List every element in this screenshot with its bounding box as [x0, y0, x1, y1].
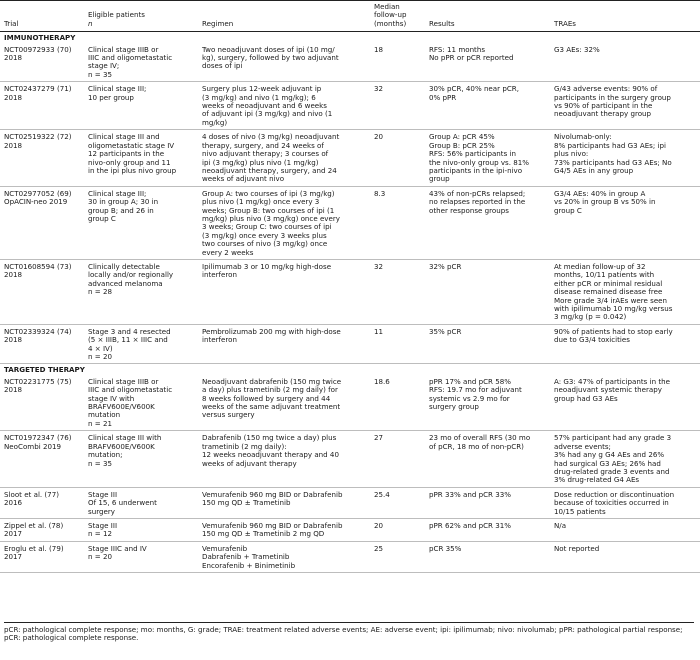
- cell-regimen: [198, 487, 370, 518]
- cell-traes: [550, 186, 700, 259]
- results-line: the nivo-only group vs. 81%: [429, 157, 530, 167]
- cell-results: [425, 82, 550, 130]
- cell-regimen: [198, 324, 370, 364]
- results-line: Group B: pCR 25%: [429, 140, 495, 150]
- header-trial: Trial: [0, 1, 84, 32]
- patients-line: group B; and 26 in: [88, 205, 154, 215]
- patients-line: n = 12: [88, 529, 112, 539]
- traes-line: disease remained disease free: [554, 287, 663, 297]
- patients-line: 30 in group A; 30 in: [88, 197, 159, 207]
- patients-line: mutation;: [88, 450, 123, 460]
- regimen-line: ipi (3 mg/kg) plus nivo (1 mg/kg): [202, 157, 319, 167]
- cell-traes: [550, 43, 700, 82]
- trial-line: 2018: [4, 270, 23, 280]
- cell-patients: [84, 431, 198, 487]
- regimen-line: Neoadjuvant dabrafenib (150 mg twice: [202, 376, 342, 386]
- cell-patients: [84, 82, 198, 130]
- regimen-line: Ipilimumab 3 or 10 mg/kg high-dose: [202, 261, 332, 271]
- trial-line: Sloot et al. (77): [4, 489, 59, 499]
- traes-line: 57% participant had any grade 3: [554, 433, 672, 443]
- cell-trial: [0, 259, 84, 324]
- regimen-line: plus nivo (1 mg/kg) once every 3: [202, 197, 320, 207]
- patients-line: surgery: [88, 506, 115, 516]
- traes-line: Not reported: [554, 543, 600, 553]
- results-line: 30% pCR, 40% near pCR,: [429, 84, 519, 94]
- cell-results: [425, 375, 550, 431]
- traes-line: A: G3: 47% of participants in the: [554, 376, 670, 386]
- table-row: [0, 43, 700, 82]
- header-patients: [84, 1, 198, 32]
- table-footnote: pCR: pathological complete response; mo: months, G: grade; TRAE: treatment related adverse events; AE: adverse event; ipi: ipilimumab; nivo: nivolumab; pPR: pathological partial response; pCR: pathological complete response.: [4, 622, 694, 643]
- traes-line: had surgical G3 AEs; 26% had: [554, 458, 661, 468]
- cell-results: [425, 324, 550, 364]
- regimen-line: therapy, surgery, and 24 weeks of: [202, 140, 324, 150]
- cell-trial: [0, 541, 84, 572]
- trial-line: 2018: [4, 53, 23, 63]
- section-label: IMMUNOTHERAPY: [4, 33, 76, 43]
- regimen-line: (3 mg/kg) and nivo (1 mg/kg); 6: [202, 92, 316, 102]
- patients-line: stage IV with: [88, 393, 135, 403]
- cell-followup: 32: [370, 82, 425, 130]
- cell-traes: [550, 541, 700, 572]
- trial-line: NCT00972933 (70): [4, 44, 72, 54]
- regimen-line: trametinib (2 mg daily):: [202, 441, 287, 451]
- traes-line: months, 10/11 patients with: [554, 270, 655, 280]
- trial-line: Zippel et al. (78): [4, 520, 64, 530]
- trial-line: NCT02977052 (69): [4, 188, 72, 198]
- results-line: 32% pCR: [429, 261, 462, 271]
- patients-line: Clinical stage IIIB or: [88, 44, 159, 54]
- patients-line: BRAFV600E/V600K: [88, 402, 155, 412]
- regimen-line: kg), surgery, followed by two adjuvant: [202, 53, 339, 63]
- patients-line: 4 × IV): [88, 343, 113, 353]
- cell-trial: [0, 375, 84, 431]
- cell-trial: [0, 518, 84, 541]
- traes-line: G4/5 AEs in any group: [554, 165, 634, 175]
- results-line: other response groups: [429, 205, 509, 215]
- results-line: 0% pPR: [429, 92, 457, 102]
- header-patients-n: n: [88, 18, 93, 28]
- traes-line: vs 90% of participant in the: [554, 101, 653, 111]
- results-line: surgery group: [429, 402, 479, 412]
- cell-traes: [550, 431, 700, 487]
- traes-line: 3% drug-related G4 AEs: [554, 475, 640, 485]
- cell-regimen: [198, 186, 370, 259]
- header-followup: Median follow-up (months): [370, 1, 425, 32]
- regimen-line: interferon: [202, 270, 237, 280]
- cell-followup: 8.3: [370, 186, 425, 259]
- cell-traes: [550, 375, 700, 431]
- header-regimen: Regimen: [198, 1, 370, 32]
- patients-line: n = 35: [88, 69, 112, 79]
- traes-line: group had G3 AEs: [554, 393, 618, 403]
- cell-patients: [84, 375, 198, 431]
- patients-line: n = 21: [88, 418, 112, 428]
- traes-line: More grade 3/4 irAEs were seen: [554, 295, 668, 305]
- traes-line: G3 AEs: 32%: [554, 44, 600, 54]
- regimen-line: every 2 weeks: [202, 247, 254, 257]
- regimen-line: Encorafenib + Binimetinib: [202, 560, 296, 570]
- cell-traes: [550, 259, 700, 324]
- traes-line: N/a: [554, 520, 567, 530]
- cell-results: [425, 130, 550, 186]
- traes-line: Nivolumab-only:: [554, 132, 612, 142]
- traes-line: G/43 adverse events: 90% of: [554, 84, 658, 94]
- patients-line: Of 15, 6 underwent: [88, 498, 157, 508]
- cell-results: [425, 259, 550, 324]
- traes-line: plus nivo:: [554, 149, 589, 159]
- cell-traes: [550, 82, 700, 130]
- traes-line: 73% participants had G3 AEs; No: [554, 157, 672, 167]
- traes-line: 10/15 patients: [554, 506, 606, 516]
- table-row: [0, 375, 700, 431]
- patients-line: n = 20: [88, 552, 112, 562]
- regimen-line: weeks of neoadjuvant and 6 weeks: [202, 101, 327, 111]
- patients-line: Clinical stage III and: [88, 132, 160, 142]
- patients-line: group C: [88, 213, 116, 223]
- trial-line: NCT02339324 (74): [4, 326, 72, 336]
- results-line: 23 mo of overall RFS (30 mo: [429, 433, 531, 443]
- traes-line: either pCR or minimal residual: [554, 278, 663, 288]
- regimen-line: a day) plus trametinib (2 mg daily) for: [202, 385, 338, 395]
- cell-regimen: [198, 518, 370, 541]
- regimen-line: Vemurafenib: [202, 543, 248, 553]
- cell-followup: 25.4: [370, 487, 425, 518]
- results-line: 43% of non-pCRs relapsed;: [429, 188, 526, 198]
- cell-followup: 18: [370, 43, 425, 82]
- patients-line: advanced melanoma: [88, 278, 163, 288]
- trial-line: 2018: [4, 385, 23, 395]
- cell-results: [425, 43, 550, 82]
- cell-regimen: [198, 431, 370, 487]
- patients-line: IIIC and oligometastatic: [88, 53, 173, 63]
- traes-line: due to G3/4 toxicities: [554, 335, 630, 345]
- trial-line: 2018: [4, 140, 23, 150]
- trial-line: 2018: [4, 335, 23, 345]
- trial-line: 2018: [4, 92, 23, 102]
- table-row: [0, 259, 700, 324]
- cell-regimen: [198, 259, 370, 324]
- traes-line: 3 mg/kg (p = 0.042): [554, 312, 627, 322]
- patients-line: 10 per group: [88, 92, 134, 102]
- cell-traes: [550, 518, 700, 541]
- trial-line: OpACIN-neo 2019: [4, 197, 68, 207]
- patients-line: Stage 3 and 4 resected: [88, 326, 171, 336]
- patients-line: Clinically detectable: [88, 261, 160, 271]
- cell-regimen: [198, 375, 370, 431]
- cell-regimen: [198, 541, 370, 572]
- table-header-row: [0, 1, 700, 32]
- patients-line: oligometastatic stage IV: [88, 140, 175, 150]
- cell-results: [425, 431, 550, 487]
- regimen-line: (3 mg/kg) once every 3 weeks plus: [202, 230, 327, 240]
- patients-line: (5 × IIIB, 11 × IIIC and: [88, 335, 168, 345]
- regimen-line: two courses of nivo (3 mg/kg) once: [202, 239, 328, 249]
- regimen-line: Pembrolizumab 200 mg with high-dose: [202, 326, 341, 336]
- trial-line: 2017: [4, 529, 23, 539]
- cell-patients: [84, 130, 198, 186]
- traes-line: G3/4 AEs: 40% in group A: [554, 188, 646, 198]
- table-row: [0, 324, 700, 364]
- patients-line: Stage III: [88, 520, 118, 530]
- cell-results: [425, 487, 550, 518]
- regimen-line: 3 weeks; Group C: two courses of ipi: [202, 222, 332, 232]
- cell-patients: [84, 324, 198, 364]
- results-line: pPR 62% and pCR 31%: [429, 520, 511, 530]
- traes-line: 90% of patients had to stop early: [554, 326, 673, 336]
- cell-traes: [550, 130, 700, 186]
- traes-line: group C: [554, 205, 582, 215]
- cell-trial: [0, 130, 84, 186]
- cell-patients: [84, 259, 198, 324]
- cell-regimen: [198, 130, 370, 186]
- header-results: Results: [425, 1, 550, 32]
- regimen-line: weeks of adjuvant nivo: [202, 174, 285, 184]
- section-label: TARGETED THERAPY: [4, 365, 85, 375]
- trial-line: 2016: [4, 498, 23, 508]
- regimen-line: Vemurafenib 960 mg BID or Dabrafenib: [202, 489, 343, 499]
- regimen-line: weeks of the same adjuvant treatment: [202, 402, 341, 412]
- trial-line: NeoCombi 2019: [4, 441, 61, 451]
- traes-line: At median follow-up of 32: [554, 261, 646, 271]
- cell-trial: [0, 82, 84, 130]
- patients-line: Clinical stage III;: [88, 84, 147, 94]
- regimen-line: weeks of adjuvant therapy: [202, 458, 297, 468]
- trial-line: NCT01972347 (76): [4, 433, 72, 443]
- cell-patients: [84, 186, 198, 259]
- regimen-line: 8 weeks followed by surgery and 44: [202, 393, 331, 403]
- trial-line: NCT02437279 (71): [4, 84, 72, 94]
- results-line: group: [429, 174, 450, 184]
- regimen-line: neoadjuvant therapy, surgery, and 24: [202, 165, 337, 175]
- trial-line: NCT02231775 (75): [4, 376, 72, 386]
- traes-line: 3% had any g G4 AEs and 26%: [554, 450, 665, 460]
- patients-line: 12 participants in the: [88, 149, 165, 159]
- cell-followup: 18.6: [370, 375, 425, 431]
- cell-followup: 20: [370, 518, 425, 541]
- traes-line: drug-related grade 3 events and: [554, 466, 670, 476]
- cell-results: [425, 518, 550, 541]
- regimen-line: Group A: two courses of ipi (3 mg/kg): [202, 188, 335, 198]
- results-line: pPR 33% and pCR 33%: [429, 489, 511, 499]
- trial-line: 2017: [4, 552, 23, 562]
- results-line: pPR 17% and pCR 58%: [429, 376, 511, 386]
- traes-line: Dose reduction or discontinuation: [554, 489, 675, 499]
- results-line: of pCR, 18 mo of non-pCR): [429, 441, 524, 451]
- results-line: pCR 35%: [429, 543, 462, 553]
- cell-patients: [84, 541, 198, 572]
- cell-followup: 27: [370, 431, 425, 487]
- traes-line: vs 20% in group B vs 50% in: [554, 197, 656, 207]
- cell-results: [425, 541, 550, 572]
- patients-line: IIIC and oligometastatic: [88, 385, 173, 395]
- traes-line: neoadjuvant therapy group: [554, 109, 652, 119]
- section-header-immuno: [0, 32, 700, 43]
- results-line: participants in the ipi-nivo: [429, 165, 523, 175]
- regimen-line: nivo adjuvant therapy; 3 courses of: [202, 149, 329, 159]
- regimen-line: Vemurafenib 960 mg BID or Dabrafenib: [202, 520, 343, 530]
- regimen-line: 12 weeks neoadjuvant therapy and 40: [202, 450, 339, 460]
- regimen-line: Dabrafenib (150 mg twice a day) plus: [202, 433, 337, 443]
- table-row: [0, 541, 700, 572]
- cell-trial: [0, 186, 84, 259]
- regimen-line: weeks; Group B: two courses of ipi (1: [202, 205, 335, 215]
- patients-line: Clinical stage IIIB or: [88, 376, 159, 386]
- cell-traes: [550, 324, 700, 364]
- cell-results: [425, 186, 550, 259]
- cell-followup: 25: [370, 541, 425, 572]
- header-traes: TRAEs: [550, 1, 700, 32]
- regimen-line: 150 mg QD ± Trametinib 2 mg QD: [202, 529, 325, 539]
- regimen-line: 150 mg QD ± Trametinib: [202, 498, 291, 508]
- table-row: [0, 518, 700, 541]
- results-line: systemic vs 2.9 mo for: [429, 393, 510, 403]
- table-row: [0, 487, 700, 518]
- cell-trial: [0, 324, 84, 364]
- regimen-line: interferon: [202, 335, 237, 345]
- trial-line: Eroglu et al. (79): [4, 543, 64, 553]
- patients-line: Clinical stage III;: [88, 188, 147, 198]
- traes-line: 8% participants had G3 AEs; ipi: [554, 140, 666, 150]
- cell-regimen: [198, 43, 370, 82]
- traes-line: neoadjuvant systemic therapy: [554, 385, 662, 395]
- traes-line: with ipilimumab 10 mg/kg versus: [554, 304, 673, 313]
- cell-followup: 11: [370, 324, 425, 364]
- traes-line: participants in the surgery group: [554, 92, 671, 102]
- table-body: [0, 32, 700, 573]
- results-line: Group A: pCR 45%: [429, 132, 495, 142]
- patients-line: BRAFV600E/V600K: [88, 441, 155, 451]
- section-header-targeted: [0, 364, 700, 375]
- cell-regimen: [198, 82, 370, 130]
- patients-line: n = 20: [88, 352, 112, 362]
- patients-line: Clinical stage III with: [88, 433, 162, 443]
- results-line: RFS: 11 months: [429, 44, 486, 54]
- results-line: 35% pCR: [429, 326, 462, 336]
- table-row: [0, 130, 700, 186]
- trial-line: NCT01608594 (73): [4, 261, 72, 271]
- regimen-line: doses of ipi: [202, 61, 243, 71]
- cell-patients: [84, 43, 198, 82]
- results-line: no relapses reported in the: [429, 197, 526, 207]
- header-patients-label: Eligible patients: [88, 10, 145, 20]
- patients-line: n = 35: [88, 458, 112, 468]
- regimen-line: 4 doses of nivo (3 mg/kg) neoadjuvant: [202, 132, 340, 142]
- results-line: No pPR or pCR reported: [429, 53, 514, 63]
- traes-line: adverse events;: [554, 441, 611, 451]
- patients-line: Stage III: [88, 489, 118, 499]
- cell-patients: [84, 487, 198, 518]
- cell-trial: [0, 487, 84, 518]
- cell-patients: [84, 518, 198, 541]
- cell-followup: 32: [370, 259, 425, 324]
- table-row: [0, 82, 700, 130]
- cell-trial: [0, 431, 84, 487]
- patients-line: Stage IIIC and IV: [88, 543, 147, 553]
- table-row: [0, 431, 700, 487]
- regimen-line: Surgery plus 12-week adjuvant ip: [202, 84, 322, 94]
- patients-line: stage IV;: [88, 61, 120, 71]
- cell-traes: [550, 487, 700, 518]
- regimen-line: versus surgery: [202, 410, 255, 420]
- regimen-line: Dabrafenib + Trametinib: [202, 552, 290, 562]
- traes-line: because of toxicities occurred in: [554, 498, 669, 508]
- regimen-line: Two neoadjuvant doses of ipi (10 mg/: [202, 44, 335, 54]
- results-line: RFS: 56% participants in: [429, 149, 516, 159]
- regimen-line: mg/kg) plus nivo (3 mg/kg) once every: [202, 213, 340, 223]
- results-line: RFS: 19.7 mo for adjuvant: [429, 385, 522, 395]
- table-row: [0, 186, 700, 259]
- trial-line: NCT02519322 (72): [4, 132, 72, 142]
- patients-line: mutation: [88, 410, 121, 420]
- patients-line: n = 28: [88, 287, 112, 297]
- patients-line: nivo-only group and 11: [88, 157, 171, 167]
- cell-trial: [0, 43, 84, 82]
- regimen-line: of adjuvant ipi (3 mg/kg) and nivo (1: [202, 109, 333, 119]
- regimen-line: mg/kg): [202, 117, 228, 127]
- patients-line: in the ipi plus nivo group: [88, 165, 177, 175]
- cell-followup: 20: [370, 130, 425, 186]
- patients-line: locally and/or regionally: [88, 270, 174, 280]
